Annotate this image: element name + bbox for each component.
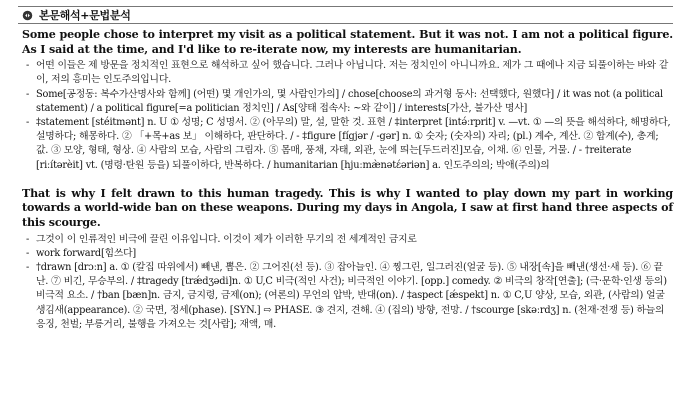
section-title: 본문해석+문법분석 — [39, 9, 131, 22]
grammar-note: - work forward[힘쓰다] — [26, 247, 137, 259]
circle-bullet-icon — [22, 10, 33, 21]
translation-note: - 그것이 이 인류적인 비극에 끌린 이유입니다. 이것이 제가 이러한 무기의 전 세계적인 금지로 — [26, 233, 417, 245]
english-sentence: Some people chose to interpret my visit as a political statement. But it was not. I am not a political figure. As I said at the time, and I'd like to re-iterate now, my interests are humanitarian. — [22, 28, 673, 56]
translation-note: - 어떤 이들은 제 방문을 정치적인 표현으로 해석하고 싶어 했습니다. 그러나 아닙니다. 저는 정치인이 아니니까요. 제가 그 때에나 지금 되풀이하는 바와 같이, 저의 흥미는 인도주의입니다. — [26, 60, 669, 86]
english-sentence: That is why I felt drawn to this human tragedy. This is why I wanted to play down my part in working towards a world-wide ban on these weapons. During my days in Angola, I saw at first hand three aspects of this scourge. — [22, 186, 673, 229]
section-header — [18, 6, 673, 24]
vocabulary-note: - ‡statement [stéitmənt] n. U ① 성명; C 성명서. ② (아무의) 말, 설, 말한 것. 표현 / ‡interpret [intə́ːrprit] v. —vt. ① —의 뜻을 해석하다, 해명하다, 설명하다; 해몽하다. ② 「+목+as 보」 이해하다, 판단하다. / - ‡figure [fígjər / -gər] n. ① 숫자; (숫자의) 자리; (pl.) 계수, 계산. ② 합계(수), 총계; 값. ③ 모양, 형태, 형상. ④ 사람의 모습, 사람의 그림자. ⑤ 몸매, 풍채, 자태, 외관, 눈에 띄는[두드러진]모습, 이채. ⑥ 인물, 거물. / - †reiterate [riːítərèit] vt. (명령·탄원 등을) 되풀이하다, 반복하다. / humanitarian [hjuːmæ̀nətɛ́əriən] a. 인도주의의; 박애(주의)의 — [26, 117, 671, 171]
grammar-note: - Some[공정동: 복수가산명사와 함께] (어떤) 몇 개인가의, 몇 사람인가의] / chose[choose의 과거형 동사: 선택했다, 원했다] / it was not (a political statement) / a political figure[=a politician 정치인] / As[양태 접속사: ~와 같이] / interests[가산, 불가산 명사] — [26, 88, 663, 114]
vocabulary-note: - †drawn [drɔːn] a. ① (칼집 따위에서) 빼낸, 뽑은. ② 그어진(선 등). ③ 잡아늘인. ④ 찡그린, 일그러진(얼굴 등). ⑤ 내장[속]을 빼낸(생선·새 등). ⑥ 끝난. ⑦ 비긴, 무승부의. / ‡tragedy [trǽdʒədi]n. ① U,C 비극(적인 사건); 비극적인 이야기. [opp.] comedy. ② 비극의 창작[연출]; (극·문학·인생 등의) 비극적 요소. / †ban [bæn]n. 금지, 금지령, 금제(on); (여론의) 무언의 압박, 반대(on). / ‡aspect [ǽspekt] n. ① C,U 양상, 모습, 외관, (사람의) 얼굴 생김새(appearance). ② 국면, 정세(phase). [SYN.] ⇨ PHASE. ③ 견지, 견해. ④ (집의) 방향, 전망. / †scourge [skəːrdʒ] n. (천재·전쟁 등) 하늘의 응징, 천벌; 부릉거리, 불행을 가져오는 것[사람]; 재액, 매. — [26, 262, 667, 330]
passage-block — [18, 187, 673, 332]
passage-block — [18, 28, 673, 173]
